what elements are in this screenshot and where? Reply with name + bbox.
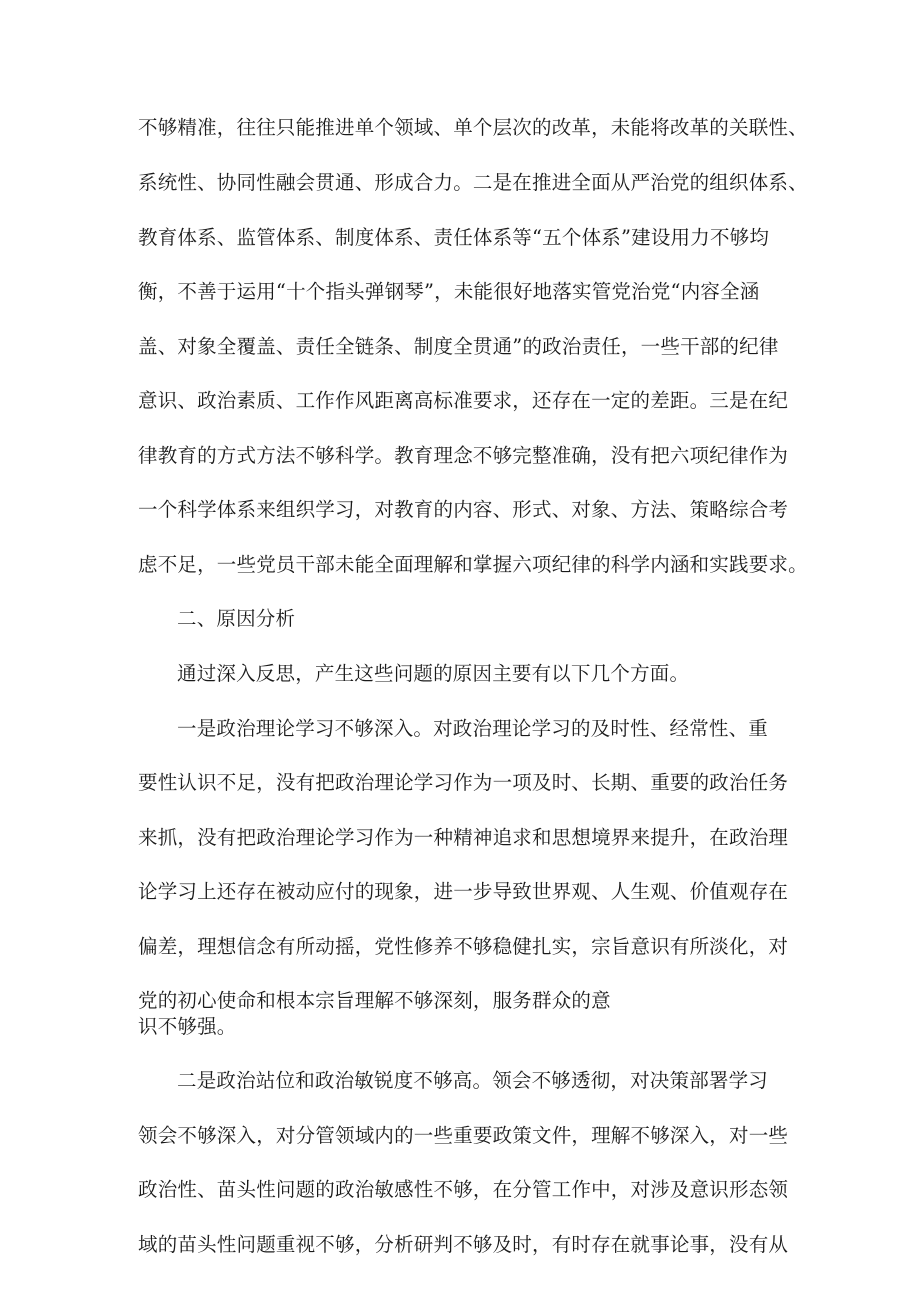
paragraph-line: 域的苗头性问题重视不够，分析研判不够及时，有时存在就事论事，没有从 [138, 1233, 789, 1256]
paragraph-line: 要性认识不足，没有把政治理论学习作为一项及时、长期、重要的政治任务 [138, 771, 789, 794]
paragraph-line: 意识、政治素质、工作作风距离高标准要求，还存在一定的差距。三是在纪 [138, 389, 789, 412]
paragraph-line: 律教育的方式方法不够科学。教育理念不够完整准确，没有把六项纪律作为 [138, 444, 789, 467]
paragraph-line: 偏差，理想信念有所动摇，党性修养不够稳健扎实，宗旨意识有所淡化，对 [138, 935, 789, 958]
section-heading: 二、原因分析 [177, 607, 296, 630]
paragraph-line: 不够精准，往往只能推进单个领域、单个层次的改革，未能将改革的关联性、 [138, 116, 808, 139]
paragraph-line: 领会不够深入，对分管领域内的一些重要政策文件，理解不够深入，对一些 [138, 1124, 789, 1147]
paragraph-line: 识不够强。 [138, 1015, 237, 1038]
paragraph-line: 党的初心使命和根本宗旨理解不够深刻，服务群众的意 [138, 989, 611, 1012]
paragraph-line: 虑不足，一些党员干部未能全面理解和掌握六项纪律的科学内涵和实践要求。 [138, 553, 808, 576]
paragraph-line: 政治性、苗头性问题的政治敏感性不够，在分管工作中，对涉及意识形态领 [138, 1178, 789, 1201]
paragraph-line: 论学习上还存在被动应付的现象，进一步导致世界观、人生观、价值观存在 [138, 880, 789, 903]
paragraph-line: 教育体系、监管体系、制度体系、责任体系等“五个体系”建设用力不够均 [138, 226, 770, 249]
paragraph-line: 二是政治站位和政治敏锐度不够高。领会不够透彻，对决策部署学习 [177, 1069, 769, 1092]
paragraph-line: 系统性、协同性融会贯通、形成合力。二是在推进全面从严治党的组织体系、 [138, 171, 808, 194]
paragraph-line: 通过深入反思，产生这些问题的原因主要有以下几个方面。 [177, 662, 690, 685]
paragraph-line: 盖、对象全覆盖、责任全链条、制度全贯通”的政治责任，一些干部的纪律 [138, 335, 779, 358]
paragraph-line: 一个科学体系来组织学习，对教育的内容、形式、对象、方法、策略综合考 [138, 498, 789, 521]
paragraph-line: 一是政治理论学习不够深入。对政治理论学习的及时性、经常性、重 [177, 717, 769, 740]
paragraph-line: 衡，不善于运用“十个指头弹钢琴”，未能很好地落实管党治党“内容全涵 [138, 280, 760, 303]
paragraph-line: 来抓，没有把政治理论学习作为一种精神追求和思想境界来提升，在政治理 [138, 826, 789, 849]
